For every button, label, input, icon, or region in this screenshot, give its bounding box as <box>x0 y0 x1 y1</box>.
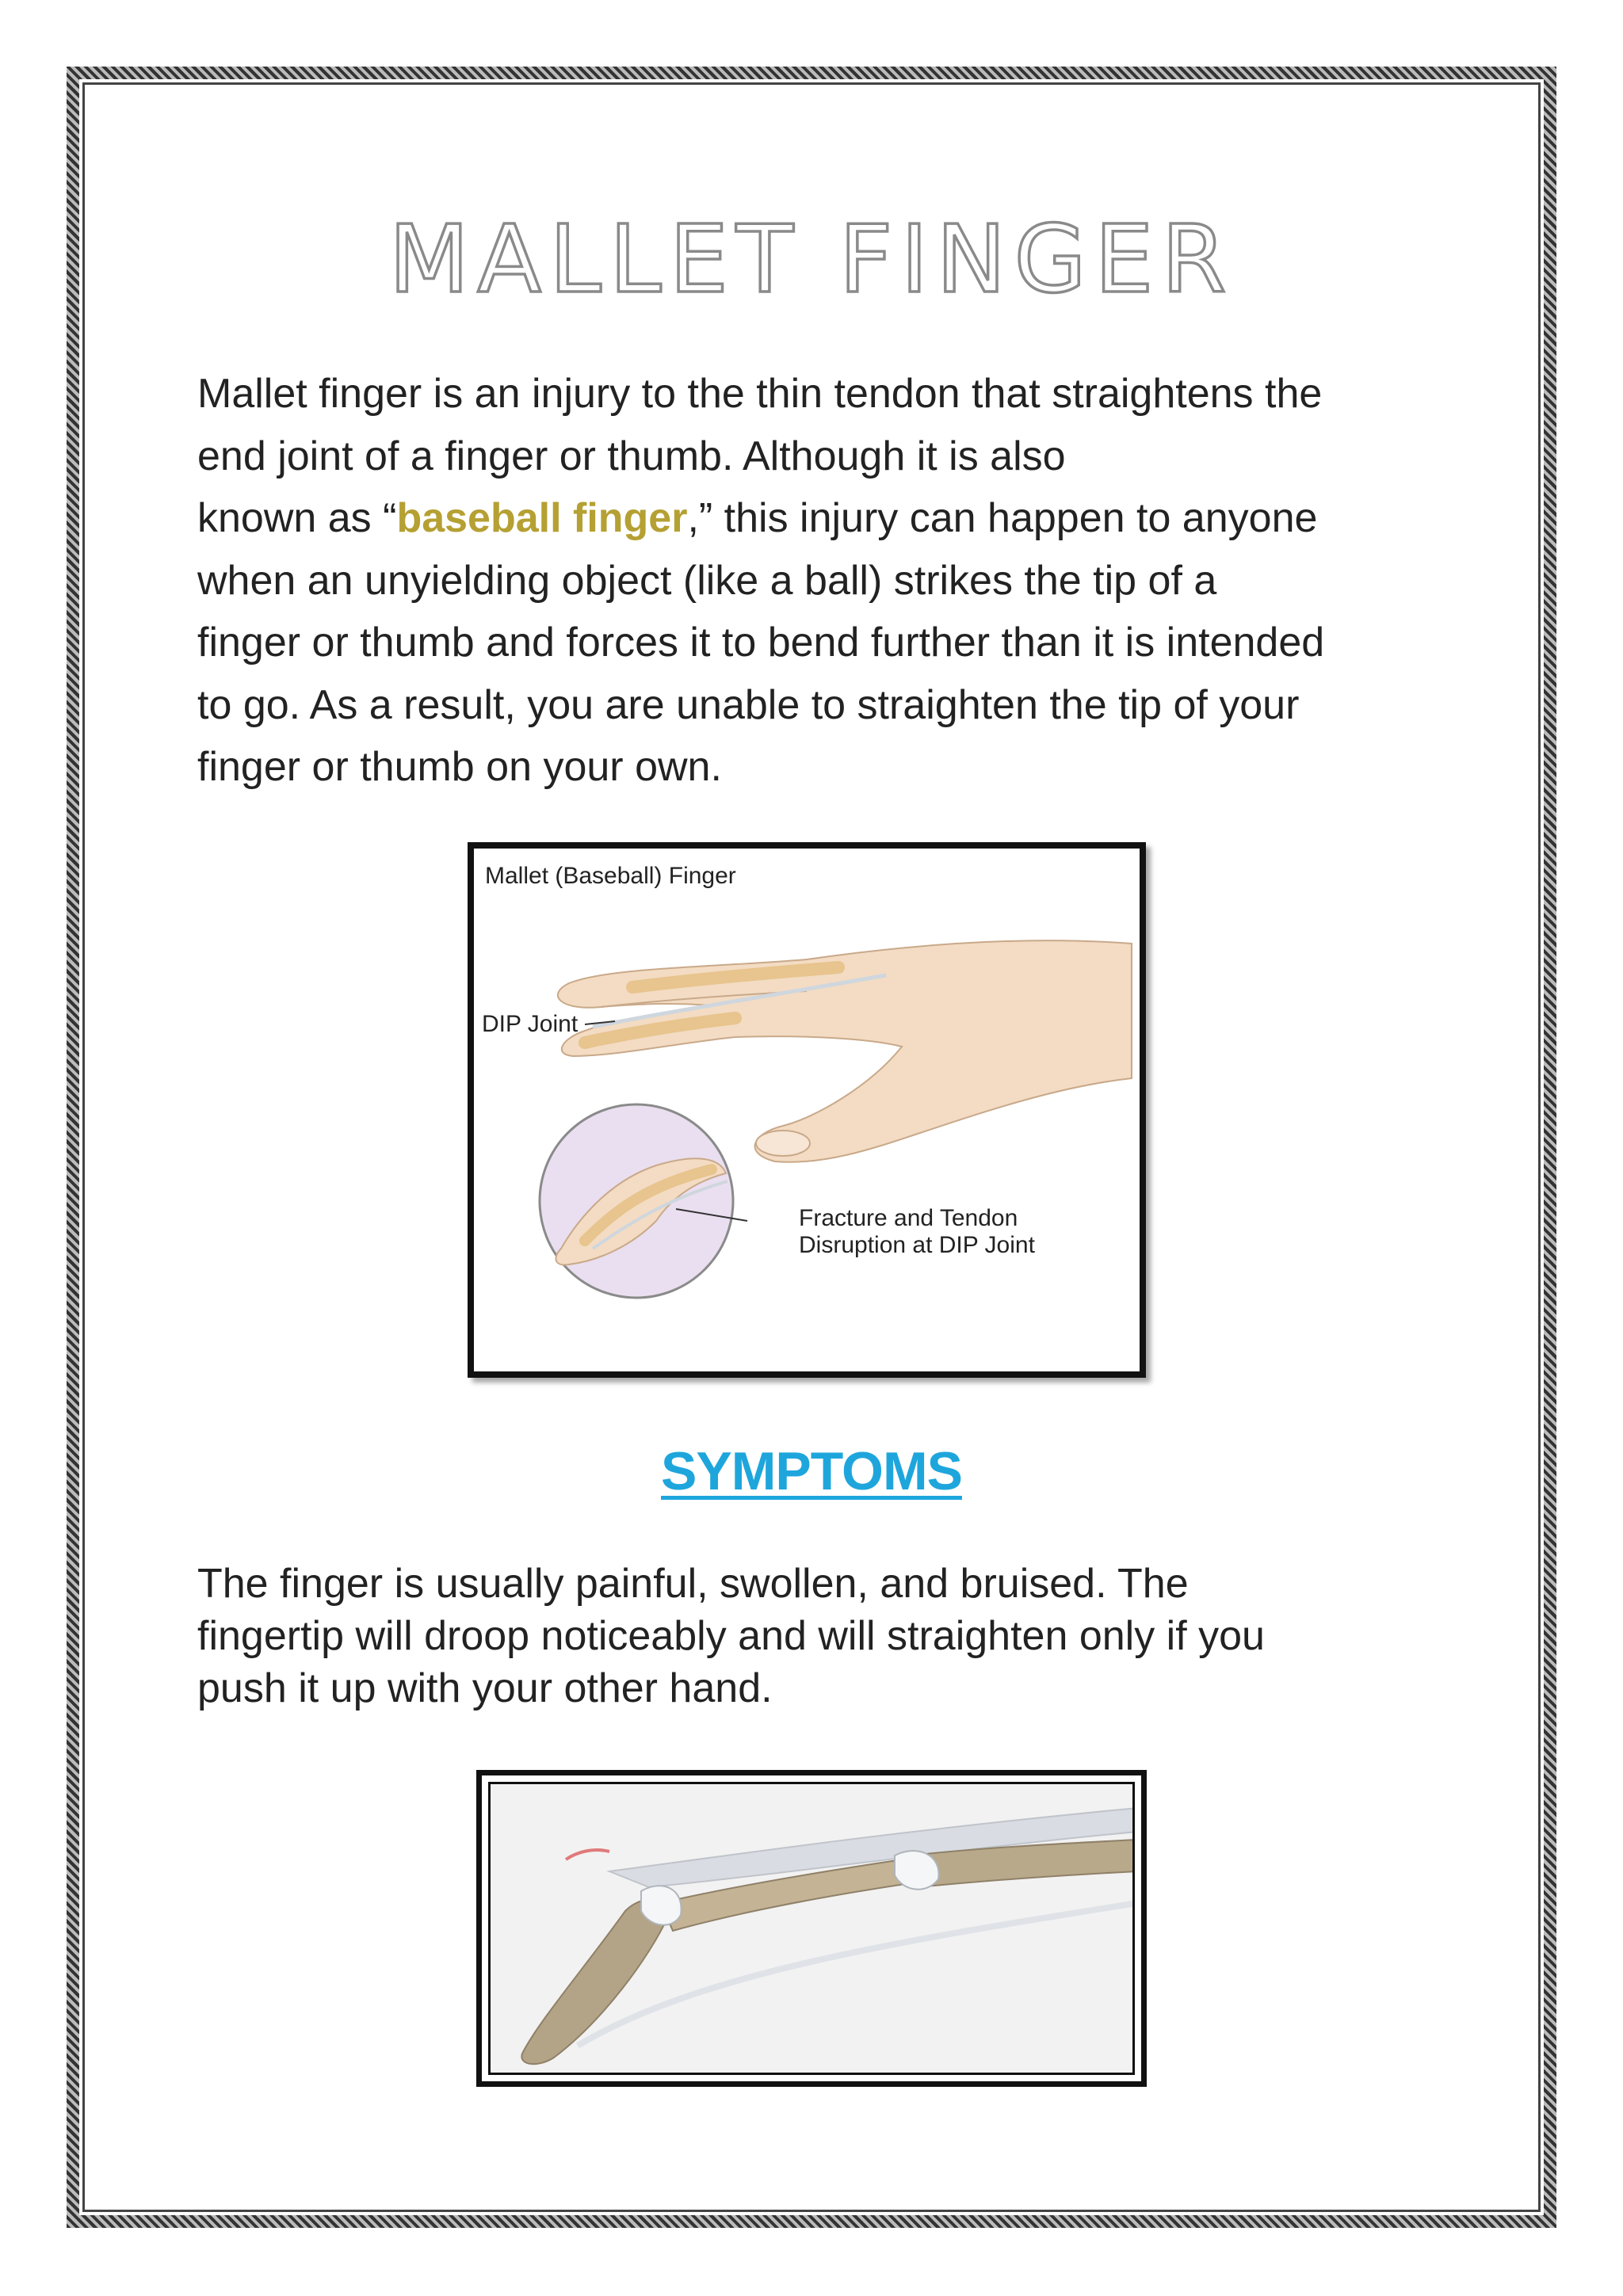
symptoms-paragraph: The finger is usually painful, swollen, and bruised. The fingertip will droop noticeably and will straighten only if you push it up with your other hand. <box>197 1561 1265 1711</box>
finger-bone-illustration <box>476 1770 1147 2087</box>
intro-text-start: Mallet finger is an injury to the thin tendon that straightens the end joint of a finger or thumb. Although it is also known as “ <box>197 371 1323 541</box>
fracture-label: Fracture and Tendon Disruption at DIP Joint <box>799 1205 1035 1258</box>
mallet-finger-illustration <box>468 842 1146 1378</box>
symptoms-heading: SYMPTOMS <box>661 1441 962 1501</box>
intro-paragraph <box>197 363 1449 799</box>
finger-bone-image <box>488 1782 1135 2075</box>
intro-text-end: ,” this injury can happen to anyone when an unyielding object (like a ball) strikes the tip of a finger or thumb and forces it to bend further than it is intended to go. As a result, you are unable to straighten the tip of your finger or thumb on your own. <box>197 495 1325 790</box>
page-title: MALLET FINGER <box>388 204 1235 314</box>
thumb-nail <box>756 1131 810 1156</box>
joint-cartilage-1 <box>641 1886 682 1924</box>
bone-drawing <box>491 1784 1135 2075</box>
figure-caption: Mallet (Baseball) Finger <box>485 863 736 889</box>
dip-joint-label: DIP Joint <box>482 1011 579 1037</box>
hand-illustration <box>474 849 1140 1371</box>
intro-highlight: baseball finger <box>396 495 688 541</box>
